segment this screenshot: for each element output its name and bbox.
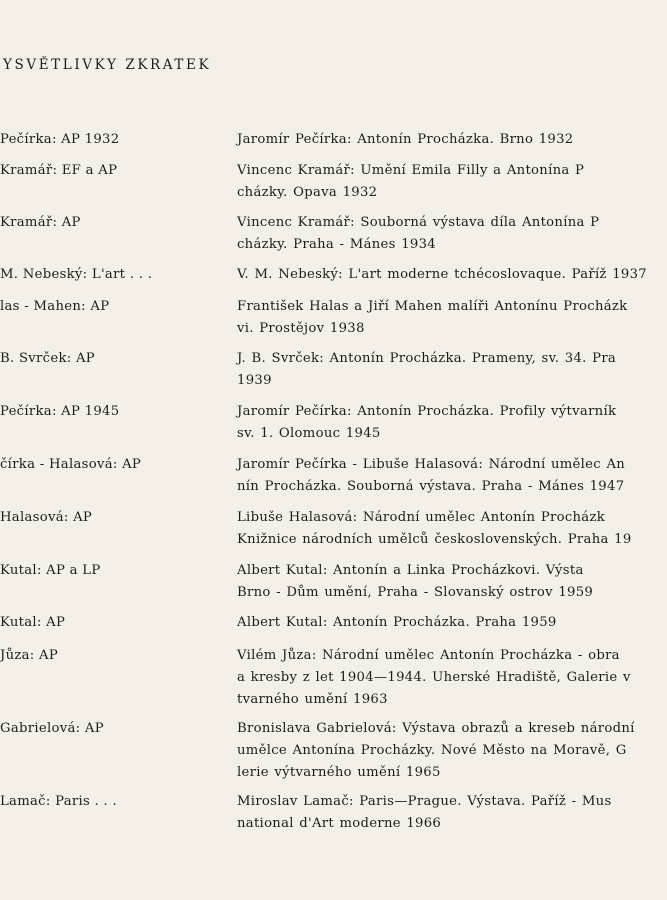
- entry-description: [237, 348, 667, 392]
- entry-description-line: František Halas a Jiří Mahen malíři Antonínu Procházk: [237, 299, 628, 314]
- entry-description-line: V. M. Nebeský: L'art moderne tchécoslovaque. Paříž 1937: [237, 267, 647, 282]
- entry-description: [237, 296, 667, 340]
- entry-description-line: J. B. Svrček: Antonín Procházka. Prameny, sv. 34. Pra: [237, 351, 617, 366]
- entry-abbreviation: Kutal: AP: [0, 615, 66, 630]
- entry-description: [237, 401, 667, 445]
- entry-description-line: Jaromír Pečírka - Libuše Halasová: Národní umělec An: [237, 457, 626, 472]
- entry-description-line: Albert Kutal: Antonín Procházka. Praha 1959: [237, 615, 557, 630]
- entry-description: [237, 212, 667, 256]
- entry-description-line: umělce Antonína Procházky. Nové Město na Moravě, G: [237, 743, 627, 758]
- entry-description-line: tvarného umění 1963: [237, 692, 388, 707]
- entry-description-line: Knižnice národních umělců československých. Praha 19: [237, 532, 632, 547]
- entry-abbreviation: B. Svrček: AP: [0, 351, 95, 366]
- entry-description-line: cházky. Opava 1932: [237, 185, 378, 200]
- entry-abbreviation: Jůza: AP: [0, 648, 59, 663]
- entry-abbreviation: Kramář: EF a AP: [0, 163, 118, 178]
- entry-abbreviation: Halasová: AP: [0, 510, 93, 525]
- entry-description-line: Brno - Dům umění, Praha - Slovanský ostrov 1959: [237, 585, 594, 600]
- entry-description: [237, 264, 667, 286]
- entry-abbreviation: Kutal: AP a LP: [0, 563, 101, 578]
- entry-description-line: cházky. Praha - Mánes 1934: [237, 237, 436, 252]
- entry-description: [237, 129, 667, 151]
- entry-description: [237, 718, 667, 784]
- entry-description: [237, 560, 667, 604]
- entry-abbreviation: las - Mahen: AP: [0, 299, 110, 314]
- entry-description: [237, 645, 667, 711]
- entry-description-line: Vincenc Kramář: Umění Emila Filly a Antonína P: [237, 163, 585, 178]
- entry-abbreviation: Pečírka: AP 1945: [0, 404, 120, 419]
- entry-abbreviation: čírka - Halasová: AP: [0, 457, 142, 472]
- entry-abbreviation: M. Nebeský: L'art . . .: [0, 267, 153, 282]
- entry-abbreviation: Pečírka: AP 1932: [0, 132, 120, 147]
- entry-description-line: Jaromír Pečírka: Antonín Procházka. Profily výtvarník: [237, 404, 617, 419]
- entry-description-line: a kresby z let 1904—1944. Uherské Hradiště, Galerie v: [237, 670, 631, 685]
- entry-description: [237, 791, 667, 835]
- entry-description-line: sv. 1. Olomouc 1945: [237, 426, 381, 441]
- entry-description-line: Vincenc Kramář: Souborná výstava díla Antonína P: [237, 215, 600, 230]
- entry-description-line: Libuše Halasová: Národní umělec Antonín Procházk: [237, 510, 606, 525]
- entry-description-line: nín Procházka. Souborná výstava. Praha - Mánes 1947: [237, 479, 625, 494]
- entry-description-line: Vilém Jůza: Národní umělec Antonín Procházka - obra: [237, 648, 620, 663]
- entry-abbreviation: Lamač: Paris . . .: [0, 794, 117, 809]
- entry-description-line: lerie výtvarného umění 1965: [237, 765, 441, 780]
- entry-description-line: Bronislava Gabrielová: Výstava obrazů a kreseb národní: [237, 721, 635, 736]
- entry-description: [237, 160, 667, 204]
- entry-description-line: Miroslav Lamač: Paris—Prague. Výstava. Paříž - Mus: [237, 794, 612, 809]
- entry-abbreviation: Gabrielová: AP: [0, 721, 104, 736]
- entry-description-line: national d'Art moderne 1966: [237, 816, 442, 831]
- entry-description-line: Jaromír Pečírka: Antonín Procházka. Brno 1932: [237, 132, 574, 147]
- entry-description-line: 1939: [237, 373, 272, 388]
- entry-abbreviation: Kramář: AP: [0, 215, 81, 230]
- page-heading: YSVĚTLIVKY ZKRATEK: [3, 57, 212, 73]
- entry-description: [237, 612, 667, 634]
- entry-description: [237, 507, 667, 551]
- entry-description-line: Albert Kutal: Antonín a Linka Procházkovi. Výsta: [237, 563, 584, 578]
- entry-description-line: vi. Prostějov 1938: [237, 321, 365, 336]
- entry-description: [237, 454, 667, 498]
